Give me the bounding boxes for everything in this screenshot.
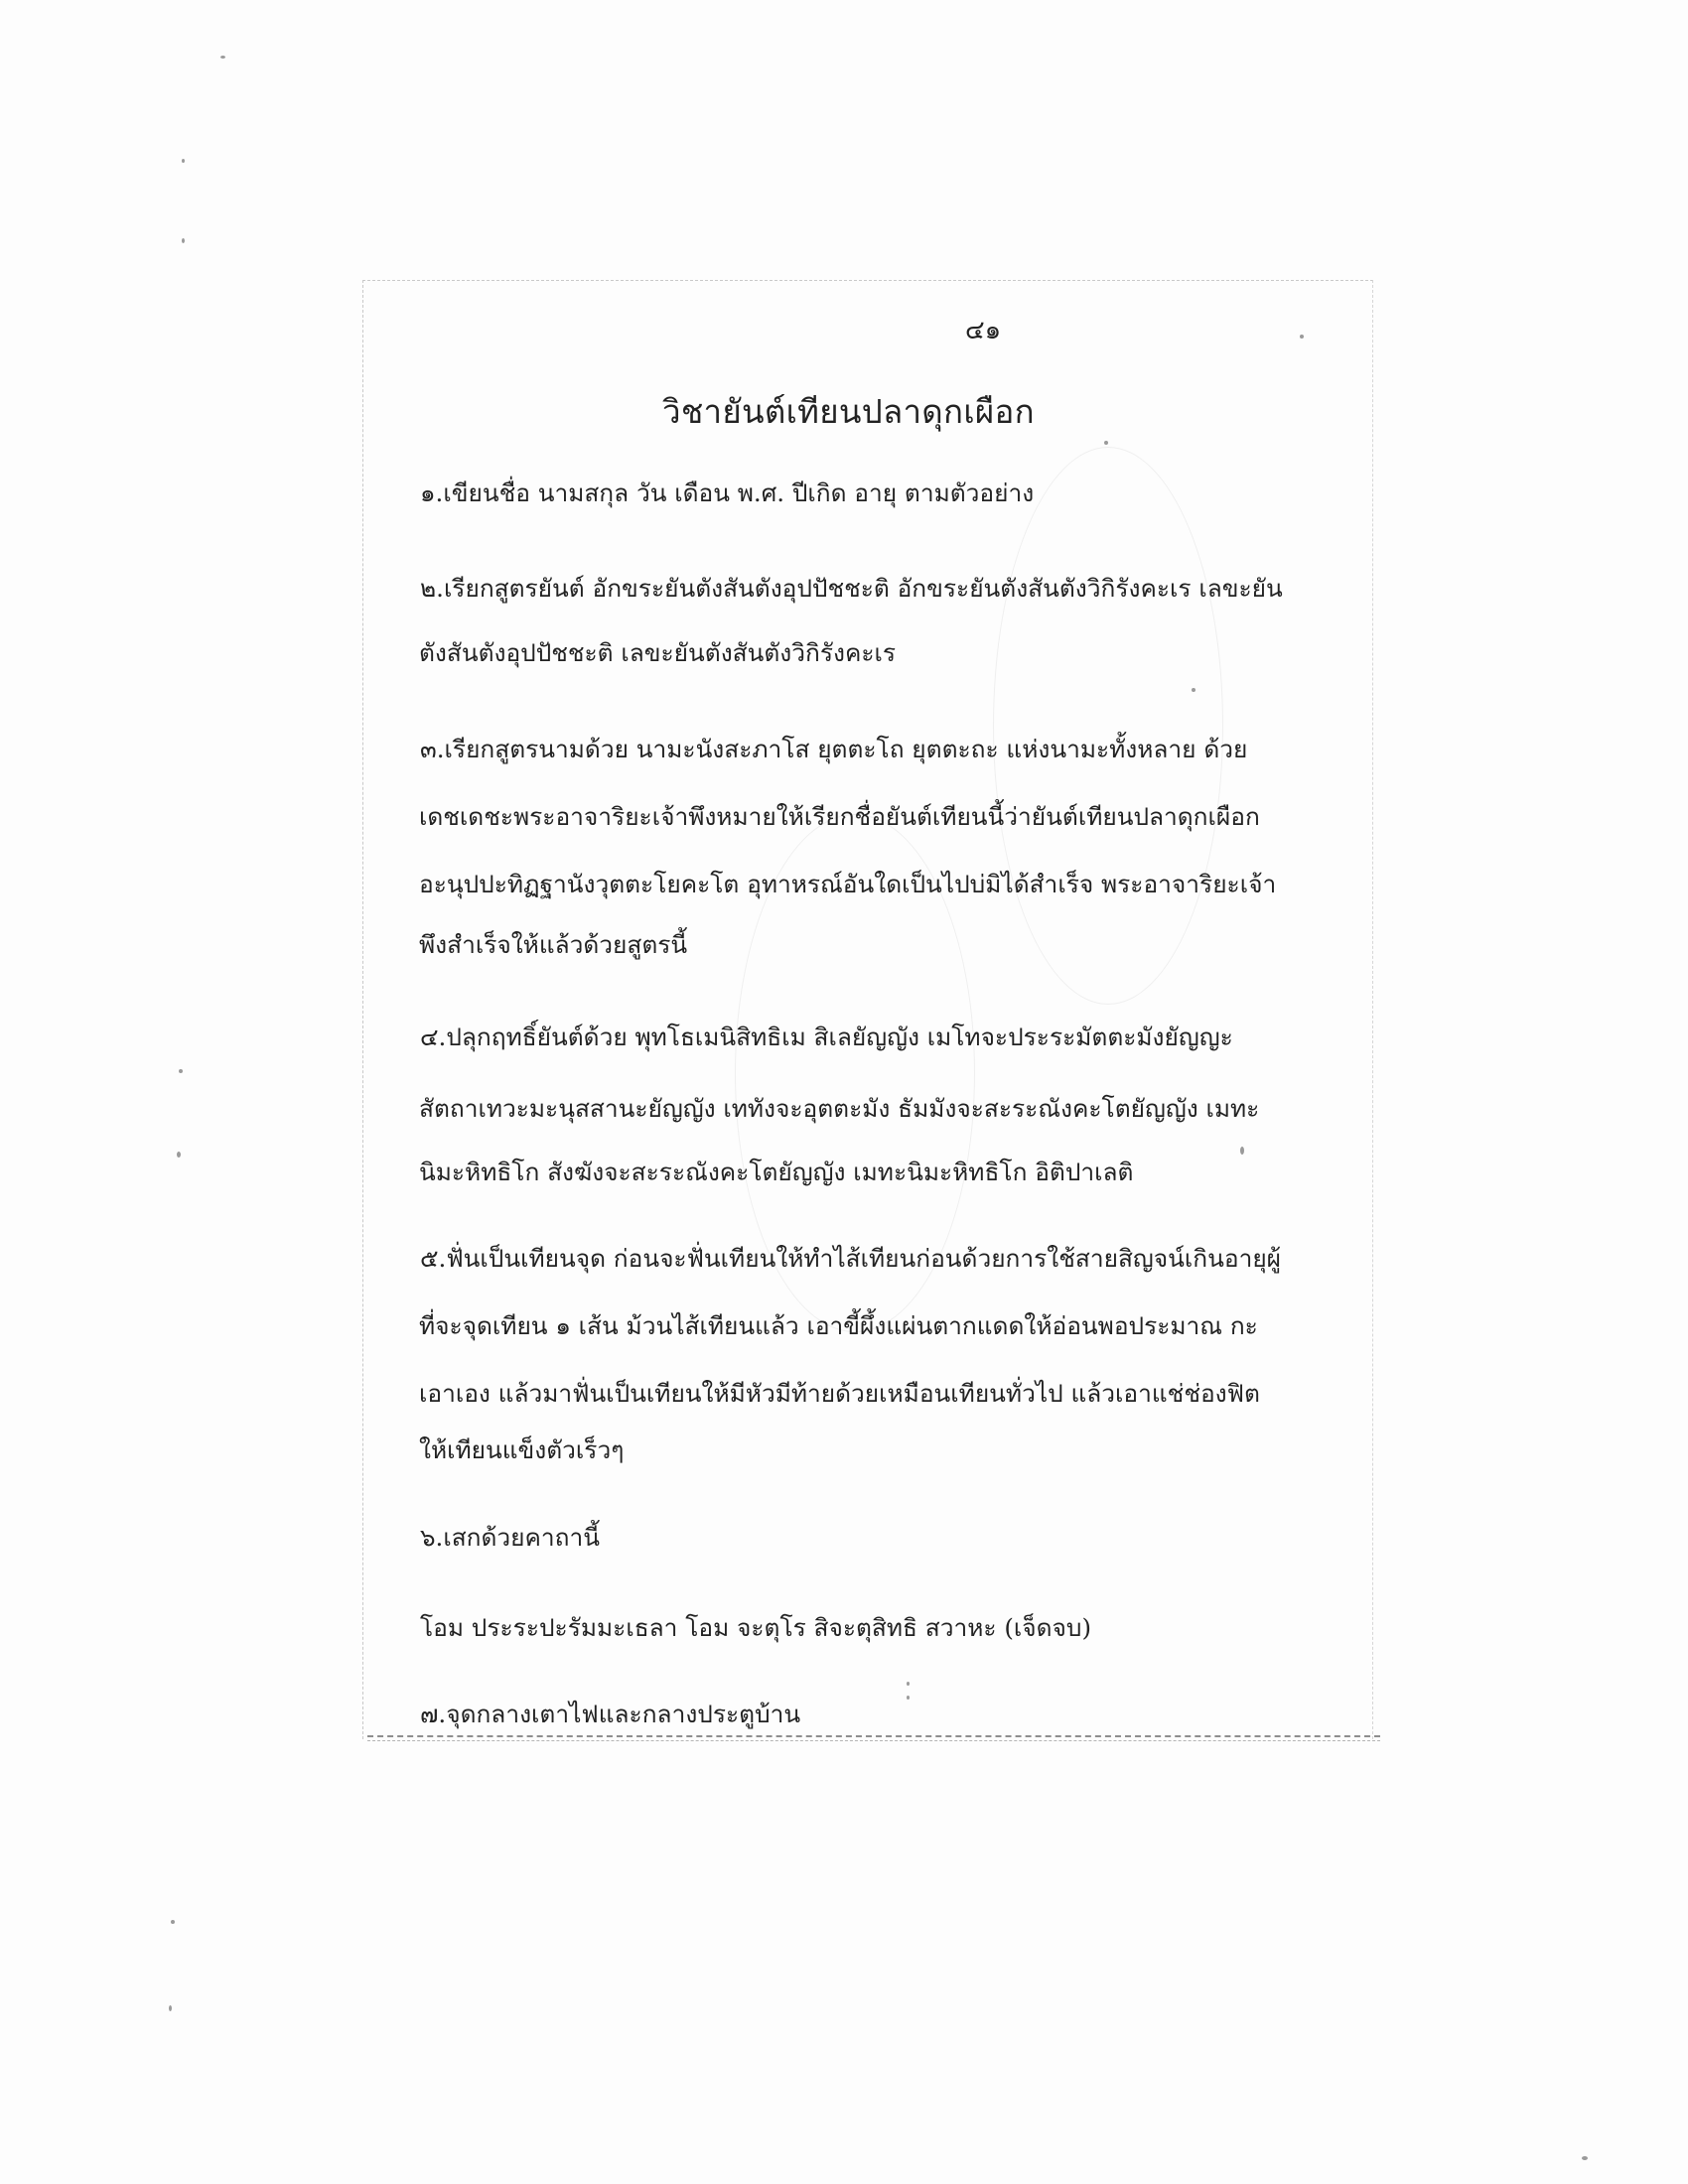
scan-speck bbox=[171, 1920, 175, 1924]
paragraph-4-line-1: ๔.ปลุกฤทธิ์ยันต์ด้วย พุทโธเมนิสิทธิเม สิเลยัญญัง เมโทจะประระมัตตะมังยัญญะ bbox=[420, 1023, 1233, 1051]
scan-speck bbox=[182, 238, 185, 243]
mantra-line: โอม ประระปะรัมมะเธลา โอม จะตุโร สิจะตุสิทธิ สวาหะ (เจ็ดจบ) bbox=[420, 1613, 1092, 1642]
scan-speck bbox=[177, 1152, 181, 1158]
paragraph-6-line-1: ๖.เสกด้วยคาถานี้ bbox=[420, 1523, 601, 1552]
paragraph-3-line-2: เดชเดชะพระอาจาริยะเจ้าพึงหมายให้เรียกชื่อยันต์เทียนนี้ว่ายันต์เทียนปลาดุกเผือก bbox=[419, 802, 1260, 831]
paragraph-5-line-1: ๕.ฟั่นเป็นเทียนจุด ก่อนจะฟั่นเทียนให้ทำไส้เทียนก่อนด้วยการใช้สายสิญจน์เกินอายุผู้ bbox=[420, 1244, 1282, 1273]
paragraph-5-line-4: ให้เทียนแข็งตัวเร็วๆ bbox=[419, 1435, 625, 1464]
paragraph-3-line-1: ๓.เรียกสูตรนามด้วย นามะนังสะภาโส ยุตตะโถ ยุตตะถะ แห่งนามะทั้งหลาย ด้วย bbox=[420, 735, 1248, 763]
scan-speck bbox=[169, 2005, 172, 2011]
scan-speck bbox=[182, 159, 185, 163]
scan-speck bbox=[220, 56, 225, 59]
scan-speck bbox=[1582, 2156, 1588, 2160]
paragraph-7-line-1: ๗.จุดกลางเตาไฟและกลางประตูบ้าน bbox=[420, 1700, 801, 1728]
sheet-bottom-edge bbox=[367, 1735, 1380, 1741]
page-title: วิชายันต์เทียนปลาดุกเผือก bbox=[662, 392, 1035, 431]
paragraph-3-line-4: พึงสำเร็จให้แล้วด้วยสูตรนี้ bbox=[419, 930, 688, 959]
paragraph-4-line-3: นิมะหิทธิโก สังฆังจะสะระณังคะโตยัญญัง เมทะนิมะหิทธิโก อิติปาเลติ bbox=[419, 1158, 1134, 1186]
paragraph-2-line-1: ๒.เรียกสูตรยันต์ อักขระยันตังสันตังอุปปัชชะติ อักขระยันตังสันตังวิกิรังคะเร เลขะยัน bbox=[420, 574, 1283, 603]
paragraph-1-line-1: ๑.เขียนชื่อ นามสกุล วัน เดือน พ.ศ. ปีเกิด อายุ ตามตัวอย่าง bbox=[420, 478, 1035, 507]
page-number: ๔๑ bbox=[965, 316, 1002, 345]
paragraph-5-line-2: ที่จะจุดเทียน ๑ เส้น ม้วนไส้เทียนแล้ว เอาขี้ผึ้งแผ่นตากแดดให้อ่อนพอประมาณ กะ bbox=[419, 1311, 1258, 1340]
scan-speck bbox=[179, 1069, 183, 1073]
paragraph-2-line-2: ตังสันตังอุปปัชชะติ เลขะยันตังสันตังวิกิรังคะเร bbox=[419, 638, 897, 667]
paragraph-5-line-3: เอาเอง แล้วมาฟั่นเป็นเทียนให้มีหัวมีท้ายด้วยเหมือนเทียนทั่วไป แล้วเอาแช่ช่องฟิต bbox=[419, 1379, 1260, 1408]
paragraph-4-line-2: สัตถาเทวะมะนุสสานะยัญญัง เททังจะอุตตะมัง ธัมมังจะสะระณังคะโตยัญญัง เมทะ bbox=[419, 1094, 1260, 1123]
paragraph-3-line-3: อะนุปปะทิฏฐานังวุตตะโยคะโต อุทาหรณ์อันใดเป็นไปบ่มิได้สำเร็จ พระอาจาริยะเจ้า bbox=[419, 870, 1277, 898]
